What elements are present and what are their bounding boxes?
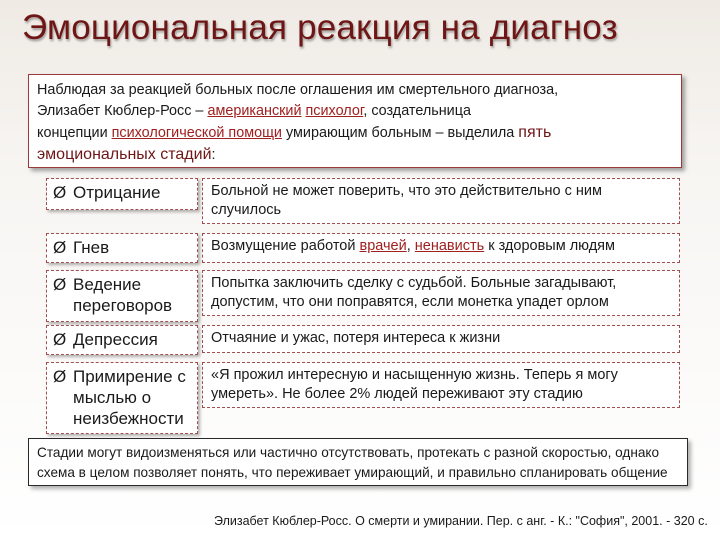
stage-desc-text: Попытка заключить сделку с судьбой. Больные загадывают, допустим, что они поправятся, если монетка упадет орлом xyxy=(211,275,617,310)
intro-line-3a: концепции xyxy=(37,125,112,141)
link-american[interactable]: американский xyxy=(207,103,302,119)
intro-line-2a: Элизабет Кюблер-Росс – xyxy=(37,103,208,119)
intro-five: пять xyxy=(518,124,552,141)
intro-line-3b: умирающим больным – выделила xyxy=(281,125,519,141)
note-box xyxy=(28,438,688,486)
stage-name: неизбежности xyxy=(73,409,184,428)
arrow-bullet-icon: Ø xyxy=(53,367,67,386)
slide-title: Эмоциональная реакция на диагноз xyxy=(22,8,618,47)
stage-desc-bargaining xyxy=(202,270,680,316)
stage-label-denial xyxy=(46,178,198,210)
stage-desc-acceptance xyxy=(202,362,680,408)
intro-box xyxy=(28,74,682,168)
stage-label-bargaining xyxy=(46,270,198,322)
intro-line-1: Наблюдая за реакцией больных после оглашения им смертельного диагноза, xyxy=(37,82,559,98)
stage-name: Отрицание xyxy=(73,183,161,202)
link-doctors[interactable]: врачей xyxy=(359,238,407,254)
stage-label-anger xyxy=(46,233,198,263)
stage-desc-text: Больной не может поверить, что это действительно с ним случилось xyxy=(211,183,602,218)
stage-label-acceptance xyxy=(46,362,198,434)
stage-desc-text: Возмущение работой xyxy=(211,238,360,254)
stage-desc-text: , xyxy=(406,238,415,254)
stage-name: Депрессия xyxy=(73,330,158,349)
stage-desc-text: Отчаяние и ужас, потеря интереса к жизни xyxy=(211,330,501,346)
stage-label-depression xyxy=(46,325,198,355)
stage-name: мыслью о xyxy=(73,388,152,407)
intro-text xyxy=(37,80,677,166)
arrow-bullet-icon: Ø xyxy=(53,183,67,202)
intro-line-2c: , создательница xyxy=(363,103,471,119)
stage-name: Ведение xyxy=(73,275,142,294)
stage-desc-anger xyxy=(202,233,680,263)
stage-desc-depression xyxy=(202,325,680,353)
intro-colon: : xyxy=(211,147,216,163)
link-hatred[interactable]: ненависть xyxy=(414,238,485,254)
note-text: Стадии могут видоизменяться или частично отсутствовать, протекать с разной скоростью, однако схема в целом позволяет понять, что переживает умирающий, и правильно спланировать общение xyxy=(37,445,668,480)
link-psychologist[interactable]: психолог xyxy=(305,103,364,119)
stage-desc-text: к здоровым людям xyxy=(484,238,615,254)
citation: Элизабет Кюблер-Росс. О смерти и умирании. Пер. с анг. - К.: "София", 2001. - 320 с. xyxy=(214,514,708,528)
stage-name: Примирение с xyxy=(73,367,186,386)
arrow-bullet-icon: Ø xyxy=(53,275,67,294)
stage-name: Гнев xyxy=(73,238,110,257)
stage-name: переговоров xyxy=(73,296,173,315)
stage-desc-denial xyxy=(202,178,680,224)
arrow-bullet-icon: Ø xyxy=(53,238,67,257)
stage-desc-text: «Я прожил интересную и насыщенную жизнь. Теперь я могу умереть». Не более 2% людей переживают эту стадию xyxy=(211,367,618,402)
arrow-bullet-icon: Ø xyxy=(53,330,67,349)
intro-stages: эмоциональных стадий xyxy=(37,146,212,163)
link-psych-help[interactable]: психологической помощи xyxy=(111,125,282,141)
